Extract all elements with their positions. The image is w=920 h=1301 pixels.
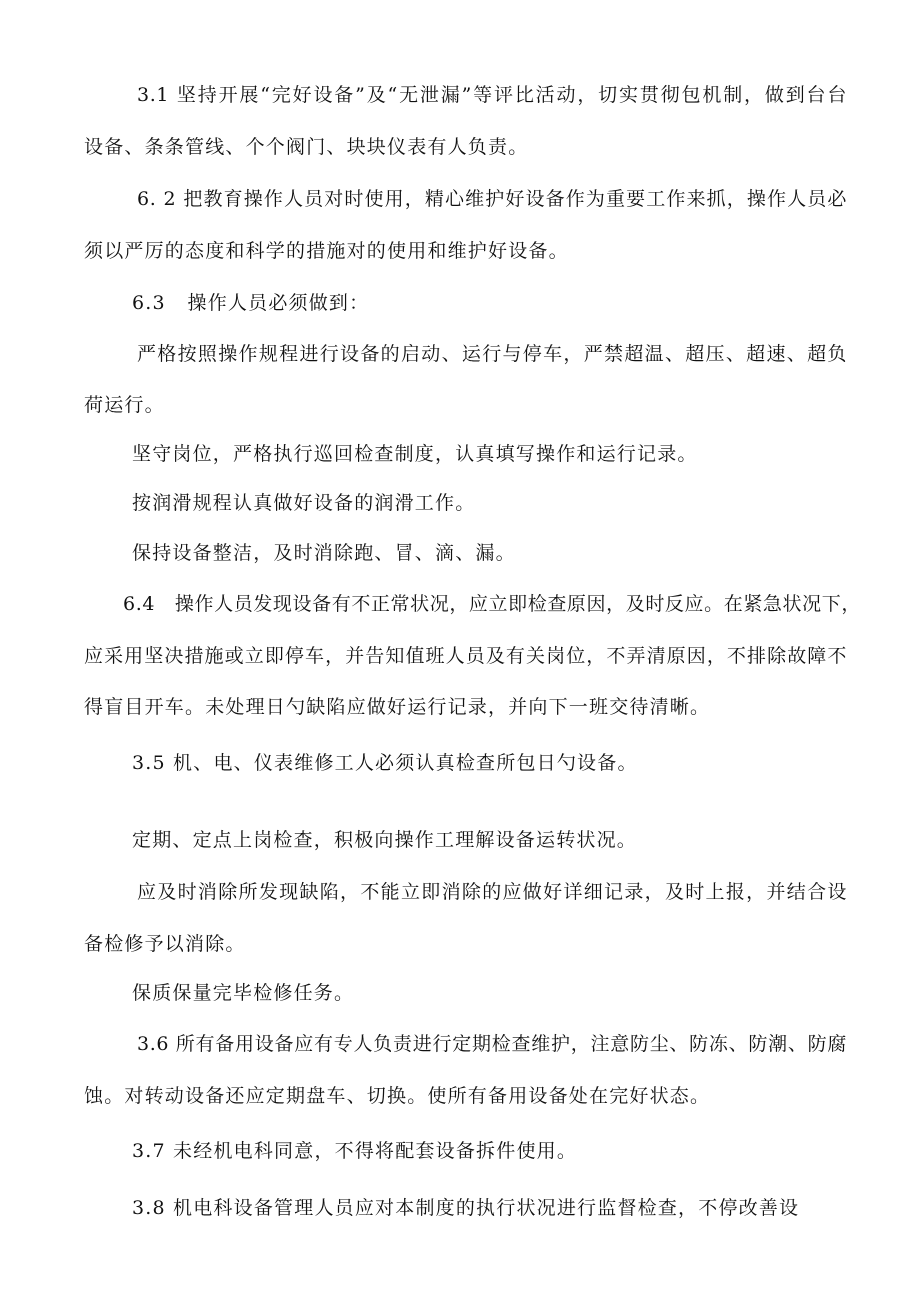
item-stay-on-post: 坚守岗位，严格执行巡回检查制度，认真填写操作和运行记录。 bbox=[132, 443, 698, 465]
item-eliminate-defects-line-2: 备检修予以消除。 bbox=[84, 933, 246, 955]
item-strict-operation-line-2: 荷运行。 bbox=[84, 394, 165, 416]
paragraph-3-6-line-2: 蚀。对转动设备还应定期盘车、切换。使所有备用设备处在完好状态。 bbox=[84, 1085, 711, 1107]
paragraph-6-4-line-1: 6.4 操作人员发现设备有不正常状况，应立即检查原因，及时反应。在紧急状况下， bbox=[123, 593, 861, 615]
paragraph-3-5: 3.5 机、电、仪表维修工人必须认真检查所包日勺设备。 bbox=[132, 752, 638, 774]
paragraph-6-2-line-2: 须以严厉的态度和科学的措施对的使用和维护好设备。 bbox=[84, 240, 569, 262]
paragraph-3-1-line-1: 3.1 坚持开展“完好设备”及“无泄漏”等评比活动，切实贯彻包机制，做到台台 bbox=[137, 84, 847, 106]
item-keep-clean: 保持设备整洁，及时消除跑、冒、滴、漏。 bbox=[132, 542, 516, 564]
paragraph-6-4-line-3: 得盲目开车。未处理日勺缺陷应做好运行记录，并向下一班交待清晰。 bbox=[84, 696, 711, 718]
paragraph-3-7: 3.7 未经机电科同意，不得将配套设备拆件使用。 bbox=[132, 1140, 578, 1162]
item-lubrication: 按润滑规程认真做好设备的润滑工作。 bbox=[132, 492, 476, 514]
paragraph-6-3-heading: 6.3 操作人员必须做到： bbox=[132, 292, 370, 314]
item-periodic-inspection: 定期、定点上岗检查，积极向操作工理解设备运转状况。 bbox=[132, 829, 638, 851]
item-strict-operation-line-1: 严格按照操作规程进行设备的启动、运行与停车，严禁超温、超压、超速、超负 bbox=[137, 343, 847, 365]
paragraph-6-4-line-2: 应采用坚决措施或立即停车，并告知值班人员及有关岗位，不弄清原因，不排除故障不 bbox=[84, 645, 847, 667]
item-complete-maintenance: 保质保量完毕检修任务。 bbox=[132, 982, 355, 1004]
paragraph-3-6-line-1: 3.6 所有备用设备应有专人负责进行定期检查维护，注意防尘、防冻、防潮、防腐 bbox=[137, 1033, 847, 1055]
paragraph-3-8: 3.8 机电科设备管理人员应对本制度的执行状况进行监督检查，不停改善设 bbox=[132, 1197, 800, 1219]
paragraph-3-1-line-2: 设备、条条管线、个个阀门、块块仪表有人负责。 bbox=[84, 136, 529, 158]
item-eliminate-defects-line-1: 应及时消除所发现缺陷，不能立即消除的应做好详细记录，及时上报，并结合设 bbox=[137, 881, 847, 903]
paragraph-6-2-line-1: 6. 2 把教育操作人员对时使用，精心维护好设备作为重要工作来抓，操作人员必 bbox=[137, 188, 847, 210]
